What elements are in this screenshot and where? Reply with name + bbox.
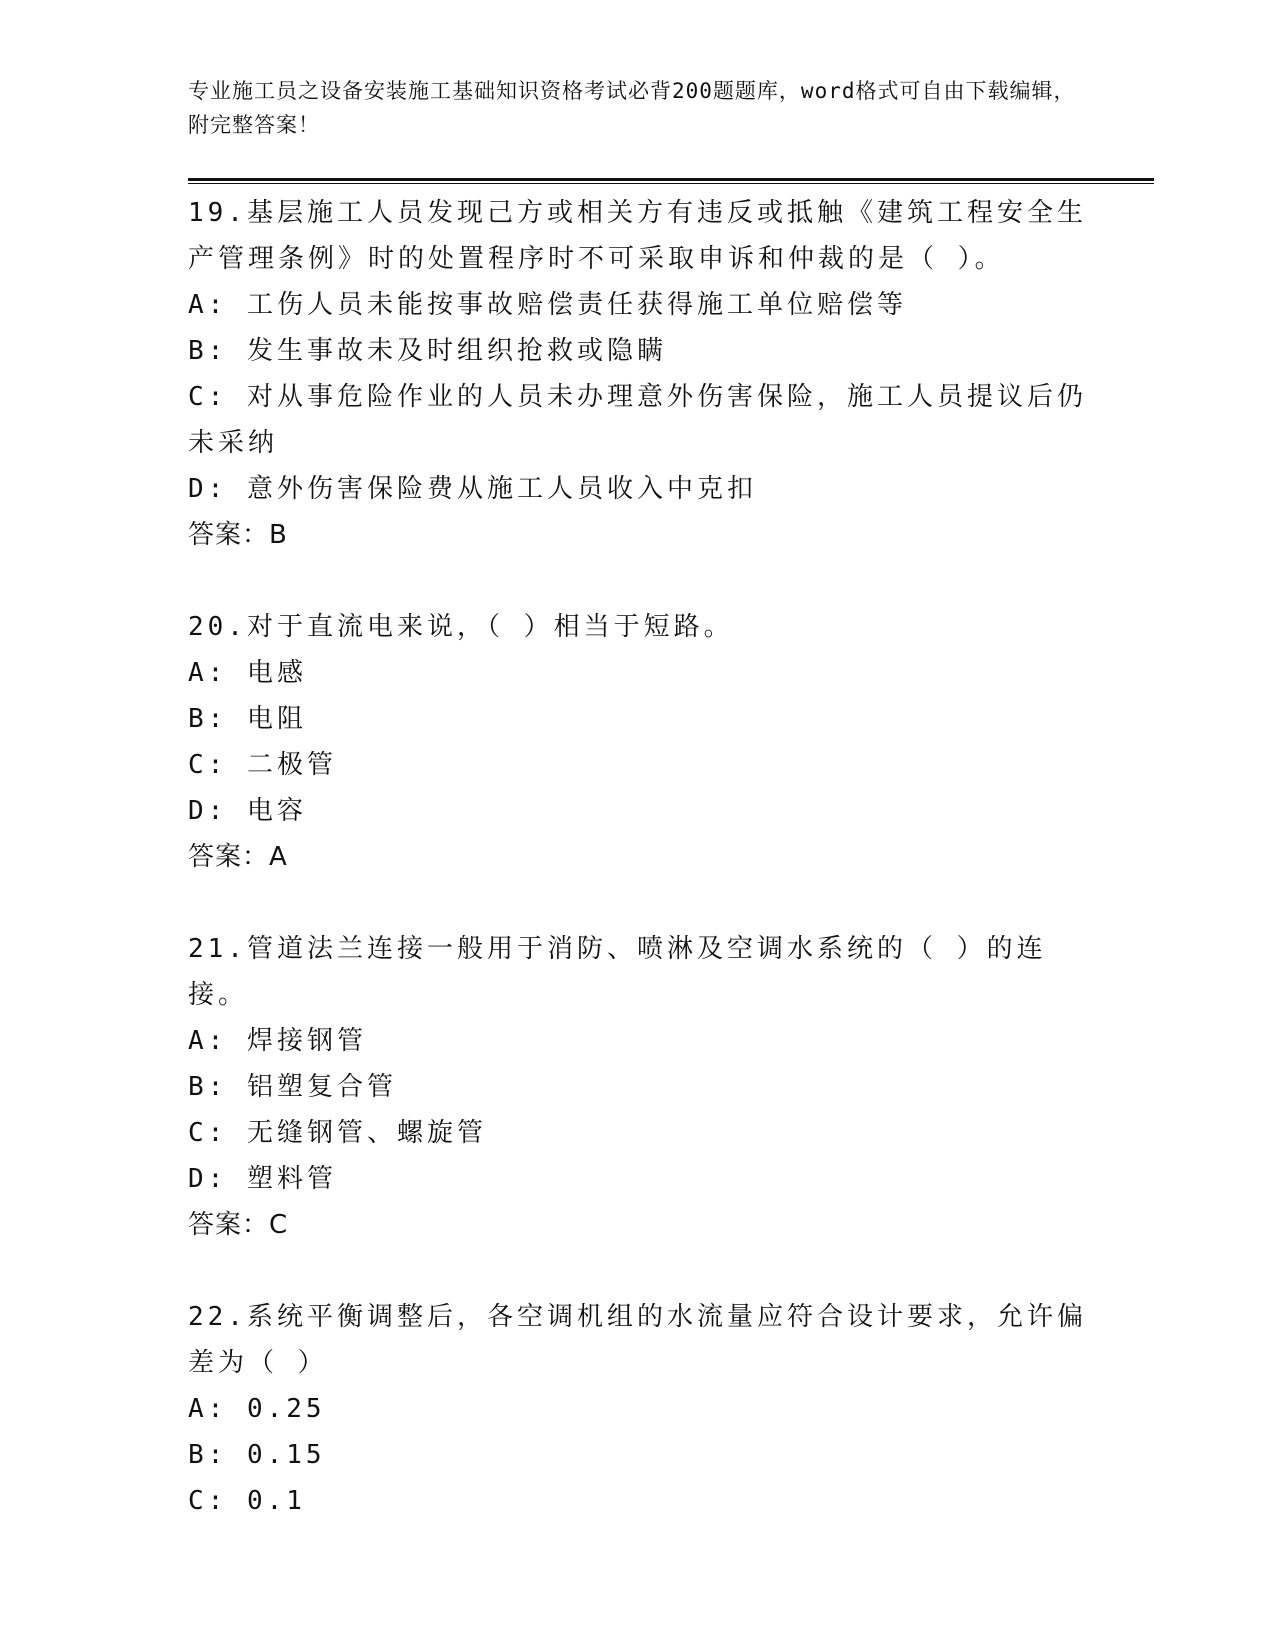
answer-line: 答案：A [188, 842, 288, 872]
option-c: C: 对从事危险作业的人员未办理意外伤害保险，施工人员提议后仍未采纳 [188, 382, 1087, 458]
answer-line: 答案：B [188, 520, 288, 550]
option-d: D: 塑料管 [188, 1164, 337, 1194]
question-22 [188, 1294, 1088, 1524]
option-a: A: 焊接钢管 [188, 1026, 367, 1056]
option-c: C: 0.1 [188, 1486, 306, 1516]
question-20 [188, 604, 1088, 880]
option-a: A: 电感 [188, 658, 307, 688]
option-d: D: 电容 [188, 796, 307, 826]
option-c: C: 无缝钢管、螺旋管 [188, 1118, 487, 1148]
option-c: C: 二极管 [188, 750, 337, 780]
answer-line: 答案：C [188, 1210, 289, 1240]
option-a: A: 工伤人员未能按事故赔偿责任获得施工单位赔偿等 [188, 290, 907, 320]
question-list [188, 190, 1088, 1570]
header-rule-thin [188, 183, 1154, 184]
document-header: 专业施工员之设备安装施工基础知识资格考试必背200题题库，word格式可自由下载编辑，附完整答案！ [188, 79, 1076, 137]
question-21 [188, 926, 1088, 1248]
question-text: 21.管道法兰连接一般用于消防、喷淋及空调水系统的（ ）的连接。 [188, 934, 1047, 1010]
question-text: 20.对于直流电来说，（ ）相当于短路。 [188, 612, 734, 642]
question-text: 19.基层施工人员发现己方或相关方有违反或抵触《建筑工程安全生产管理条例》时的处置程序时不可采取申诉和仲裁的是（ ）。 [188, 198, 1087, 274]
option-b: B: 铝塑复合管 [188, 1072, 397, 1102]
option-d: D: 意外伤害保险费从施工人员收入中克扣 [188, 474, 757, 504]
option-b: B: 电阻 [188, 704, 307, 734]
option-b: B: 发生事故未及时组织抢救或隐瞒 [188, 336, 667, 366]
header-rule-thick [188, 178, 1154, 181]
question-text: 22.系统平衡调整后，各空调机组的水流量应符合设计要求，允许偏差为（ ） [188, 1302, 1087, 1378]
option-b: B: 0.15 [188, 1440, 326, 1470]
option-a: A: 0.25 [188, 1394, 326, 1424]
question-19 [188, 190, 1088, 558]
